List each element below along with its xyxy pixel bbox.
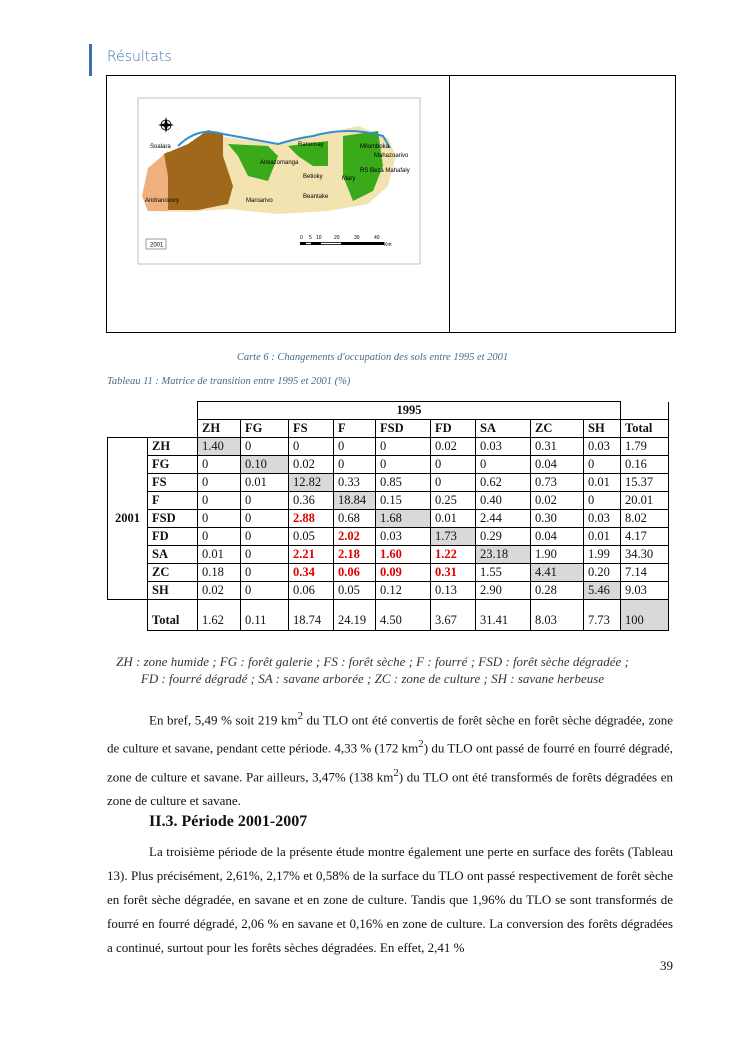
figure-frame	[106, 75, 676, 333]
table-caption: Tableau 11 : Matrice de transition entre 1995 et 2001 (%)	[107, 376, 351, 387]
table-cell: 0	[334, 456, 376, 474]
place-label: Betioky	[303, 174, 323, 180]
row-header: SH	[148, 582, 198, 600]
row-header: F	[148, 492, 198, 510]
table-cell: 0	[289, 438, 334, 456]
svg-text:40: 40	[374, 235, 380, 241]
table-cell: 34.30	[621, 546, 669, 564]
section-heading: II.3. Période 2001-2007	[149, 813, 308, 830]
row-header: FG	[148, 456, 198, 474]
transition-matrix	[107, 401, 669, 631]
place-label: Mahazoarivo	[374, 153, 409, 159]
table-cell: 18.84	[334, 492, 376, 510]
table-cell: 0	[376, 438, 431, 456]
table-cell: 4.17	[621, 528, 669, 546]
table-cell: 0.04	[531, 528, 584, 546]
table-cell: 7.14	[621, 564, 669, 582]
table-cell: 0.05	[289, 528, 334, 546]
svg-text:20: 20	[334, 235, 340, 241]
column-header: SH	[584, 420, 621, 438]
table-cell: 0.31	[431, 564, 476, 582]
table-cell: 0	[584, 492, 621, 510]
legend-line: FD : fourré dégradé ; SA : savane arborée ; ZC : zone de culture ; SH : savane herbeuse	[140, 671, 605, 686]
place-label: Milomboka	[360, 144, 390, 150]
table-cell: 0.06	[289, 582, 334, 600]
table-cell: 0	[198, 474, 241, 492]
column-header: FSD	[376, 420, 431, 438]
table-cell: 8.03	[531, 600, 584, 631]
land-use-map	[128, 86, 428, 286]
table-cell: 100	[621, 600, 669, 631]
table-cell: 0.03	[376, 528, 431, 546]
place-label: Mary	[342, 176, 356, 182]
table-cell: 0.85	[376, 474, 431, 492]
row-header: ZC	[148, 564, 198, 582]
table-cell: 0.05	[334, 582, 376, 600]
place-label: Beantake	[303, 194, 329, 200]
table-cell: 0	[241, 528, 289, 546]
row-header: FD	[148, 528, 198, 546]
table-cell: 0.16	[621, 456, 669, 474]
table-cell: 0.73	[531, 474, 584, 492]
place-label: Soalara	[150, 144, 171, 150]
table-cell: 4.50	[376, 600, 431, 631]
svg-text:0: 0	[300, 235, 303, 241]
svg-text:5: 5	[309, 235, 312, 241]
table-cell: 0	[241, 582, 289, 600]
total-row	[108, 600, 669, 631]
table-row	[108, 528, 669, 546]
table-cell: 8.02	[621, 510, 669, 528]
table-cell: 2.88	[289, 510, 334, 528]
place-label: Ankazomanga	[260, 160, 299, 166]
table-cell: 1.40	[198, 438, 241, 456]
table-cell: 0	[241, 564, 289, 582]
table-cell: 0.12	[376, 582, 431, 600]
table-cell: 0.31	[531, 438, 584, 456]
table-cell: 0.29	[476, 528, 531, 546]
row-header: FS	[148, 474, 198, 492]
place-label: Ranomay	[298, 142, 324, 148]
column-header: FD	[431, 420, 476, 438]
column-header: Total	[621, 420, 669, 438]
table-cell: 0.34	[289, 564, 334, 582]
table-cell: 1.60	[376, 546, 431, 564]
table-cell: 1.55	[476, 564, 531, 582]
table-cell: 0.09	[376, 564, 431, 582]
table-cell: 0	[198, 456, 241, 474]
table-cell: 0.01	[198, 546, 241, 564]
table-cell: 20.01	[621, 492, 669, 510]
column-header: ZH	[198, 420, 241, 438]
table-cell: 0.13	[431, 582, 476, 600]
table-cell: 0	[584, 456, 621, 474]
place-label: RS Beza Mahafaly	[360, 168, 410, 174]
table-cell: 0	[198, 510, 241, 528]
table-cell: 2.18	[334, 546, 376, 564]
table-cell: 0	[241, 438, 289, 456]
svg-text:10: 10	[316, 235, 322, 241]
table-legend	[0, 653, 745, 687]
table-cell: 1.62	[198, 600, 241, 631]
table-cell: 0.03	[584, 438, 621, 456]
page-number: 39	[660, 958, 673, 973]
table-cell: 0.10	[241, 456, 289, 474]
row-header: FSD	[148, 510, 198, 528]
column-header: SA	[476, 420, 531, 438]
table-cell: 0.01	[431, 510, 476, 528]
table-cell: 0.02	[431, 438, 476, 456]
svg-text:Km: Km	[384, 242, 392, 248]
table-cell: 0.04	[531, 456, 584, 474]
place-label: Andranovory	[145, 198, 180, 204]
row-header: SA	[148, 546, 198, 564]
svg-text:30: 30	[354, 235, 360, 241]
table-row	[108, 456, 669, 474]
table-cell: 1.90	[531, 546, 584, 564]
table-cell: 0.40	[476, 492, 531, 510]
row-group-header: 2001	[108, 438, 148, 600]
table-cell: 1.79	[621, 438, 669, 456]
table-cell: 0.01	[241, 474, 289, 492]
table-cell: 0.02	[531, 492, 584, 510]
table-cell: 0	[334, 438, 376, 456]
table-cell: 0	[241, 492, 289, 510]
table-cell: 0.30	[531, 510, 584, 528]
table-row	[108, 492, 669, 510]
table-cell: 0	[198, 492, 241, 510]
table-cell: 0.03	[476, 438, 531, 456]
table-cell: 0.06	[334, 564, 376, 582]
table-cell: 12.82	[289, 474, 334, 492]
table-cell: 0	[431, 474, 476, 492]
table-cell: 0.01	[584, 474, 621, 492]
table-row	[108, 582, 669, 600]
table-cell: 0.18	[198, 564, 241, 582]
table-cell: 0.33	[334, 474, 376, 492]
table-cell: 2.21	[289, 546, 334, 564]
table-cell: 23.18	[476, 546, 531, 564]
compass-icon	[158, 117, 174, 133]
table-cell: 5.46	[584, 582, 621, 600]
table-cell: 0.02	[198, 582, 241, 600]
row-header: ZH	[148, 438, 198, 456]
column-header: FG	[241, 420, 289, 438]
scale-bar	[300, 235, 392, 248]
table-cell: 0.25	[431, 492, 476, 510]
table-cell: 0	[198, 528, 241, 546]
table-row	[108, 564, 669, 582]
column-header: FS	[289, 420, 334, 438]
column-header: F	[334, 420, 376, 438]
table-cell: 7.73	[584, 600, 621, 631]
table-cell: 1.99	[584, 546, 621, 564]
table-row	[108, 474, 669, 492]
table-cell: 18.74	[289, 600, 334, 631]
table-row	[108, 510, 669, 528]
table-cell: 0.28	[531, 582, 584, 600]
table-cell: 31.41	[476, 600, 531, 631]
section-header: Résultats	[107, 49, 172, 65]
paragraph-period: La troisième période de la présente étude montre également une perte en surface des forêts (Tableau 13). Plus précisément, 2,61%, 2,17% et 0,58% de la surface du TLO ont passé respectivement de forêt sèche en forêt sèche dégradée, en savane et en zone de culture. Tandis que 1,96% du TLO se sont transformés de fourré en fourré dégradé, 2,06 % en savane et 0,16% en zone de culture. La conversion des forêts dégradées a continué, surtout pour les forêts sèches dégradées. En effet, 2,41 %	[107, 844, 673, 955]
header-accent-bar	[89, 44, 92, 76]
table-cell: 0	[376, 456, 431, 474]
table-cell: 1.22	[431, 546, 476, 564]
table-row	[108, 438, 669, 456]
table-cell: 2.90	[476, 582, 531, 600]
table-cell: 0.01	[584, 528, 621, 546]
table-cell: 1.73	[431, 528, 476, 546]
legend-line: ZH : zone humide ; FG : forêt galerie ; FS : forêt sèche ; F : fourré ; FSD : forêt sèche dégradée ;	[116, 654, 629, 669]
table-cell: 0.02	[289, 456, 334, 474]
figure-divider	[449, 76, 450, 332]
table-cell: 0	[476, 456, 531, 474]
figure-caption: Carte 6 : Changements d'occupation des sols entre 1995 et 2001	[236, 352, 509, 363]
column-header: ZC	[531, 420, 584, 438]
table-cell: 4.41	[531, 564, 584, 582]
table-cell: 1.68	[376, 510, 431, 528]
table-cell: 0.03	[584, 510, 621, 528]
table-cell: 0	[241, 510, 289, 528]
table-cell: 2.44	[476, 510, 531, 528]
table-cell: 0	[431, 456, 476, 474]
map-year-label: 2001	[150, 242, 164, 249]
table-row	[108, 546, 669, 564]
col-group-header: 1995	[198, 402, 621, 420]
row-header: Total	[148, 600, 198, 631]
table-cell: 3.67	[431, 600, 476, 631]
table-cell: 24.19	[334, 600, 376, 631]
paragraph-summary: En bref, 5,49 % soit 219 $km^2$ du TLO ont été convertis de forêt sèche en forêt sèche dégradée, zone de culture et savane, pendant cette période. 4,33 % (172 $km^2$) du TLO ont passé de fourré en fourré dégradé, zone de culture et savane. Par ailleurs, 3,47% (138 $km^2$) du TLO ont été transformés de forêts dégradées en zone de culture et savane.	[107, 710, 673, 808]
table-cell: 0.15	[376, 492, 431, 510]
table-cell: 0.68	[334, 510, 376, 528]
table-cell: 15.37	[621, 474, 669, 492]
table-cell: 0.36	[289, 492, 334, 510]
table-cell: 0.11	[241, 600, 289, 631]
table-cell: 0	[241, 546, 289, 564]
place-label: Maroarivo	[246, 198, 273, 204]
table-cell: 0.20	[584, 564, 621, 582]
table-cell: 2.02	[334, 528, 376, 546]
table-cell: 0.62	[476, 474, 531, 492]
table-cell: 9.03	[621, 582, 669, 600]
